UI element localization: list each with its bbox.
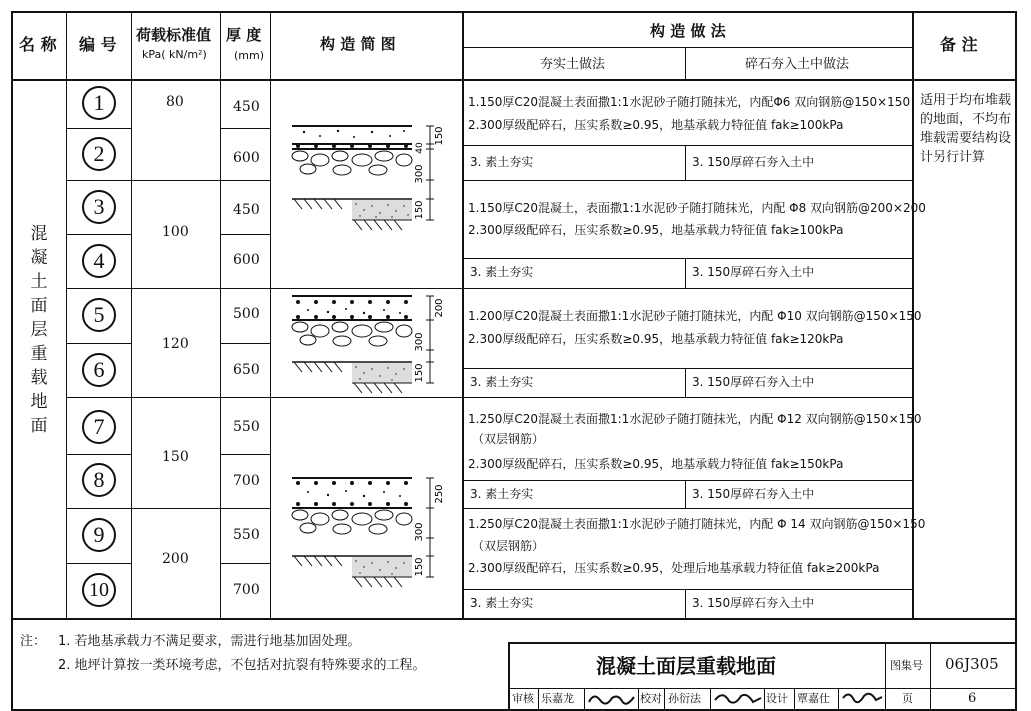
note-1: 1. 若地基承载力不满足要求，需进行地基加固处理。 (58, 634, 361, 649)
design-label: 设计 (766, 692, 788, 705)
load-value: 150 (162, 449, 189, 465)
row-number-6: 6 (82, 353, 116, 387)
row-number-10: 10 (82, 573, 116, 607)
svg-text:150: 150 (414, 363, 425, 383)
section-diagram (280, 118, 460, 238)
thickness-value: 600 (233, 150, 260, 166)
row-number-5: 5 (82, 298, 116, 332)
svg-text:300: 300 (414, 164, 425, 184)
row-number-1: 1 (82, 86, 116, 120)
page-number: 6 (968, 691, 977, 706)
header-name: 名 称 (19, 35, 57, 54)
header-load: 荷载标准值 (136, 26, 212, 44)
header-method-gravel: 碎石夯入土中做法 (745, 57, 850, 72)
load-value: 120 (162, 336, 189, 352)
header-thickness: 厚 度 (226, 26, 262, 44)
load-value: 100 (162, 224, 189, 240)
thickness-value: 550 (233, 527, 260, 543)
category-name: 混 凝 土 面 层 重 载 地 面 (30, 224, 48, 436)
header-number: 编 号 (79, 35, 117, 54)
designer-signature (840, 688, 884, 708)
drawing-title: 混凝土面层重载地面 (596, 654, 776, 678)
thickness-value: 700 (233, 582, 260, 598)
thickness-value: 550 (233, 419, 260, 435)
page-label: 页 (902, 692, 913, 705)
section-diagram (280, 470, 460, 590)
thickness-value: 600 (233, 252, 260, 268)
thickness-value: 450 (233, 202, 260, 218)
svg-text:150: 150 (434, 126, 445, 146)
svg-text:300: 300 (414, 332, 425, 352)
notes-label: 注： (20, 634, 47, 649)
thickness-value: 500 (233, 306, 260, 322)
checker-signature (713, 688, 763, 708)
row-number-7: 7 (82, 410, 116, 444)
row-number-3: 3 (82, 190, 116, 224)
reviewer-name: 乐嘉龙 (541, 692, 574, 705)
header-thickness-unit: (mm) (234, 49, 265, 62)
check-label: 校对 (640, 692, 662, 705)
header-method: 构 造 做 法 (650, 22, 726, 40)
load-value: 200 (162, 551, 189, 567)
header-diagram: 构 造 简 图 (320, 35, 396, 53)
designer-name: 覃嘉仕 (797, 692, 830, 705)
svg-text:150: 150 (414, 200, 425, 220)
header-remarks: 备 注 (940, 35, 978, 54)
review-label: 审核 (512, 692, 534, 705)
section-diagram (280, 290, 460, 395)
header-method-rammed: 夯实土做法 (540, 57, 606, 72)
row-number-2: 2 (82, 137, 116, 171)
thickness-value: 700 (233, 473, 260, 489)
svg-text:300: 300 (414, 522, 425, 542)
reviewer-signature (586, 688, 636, 708)
header-load-unit: kPa( kN/m²) (142, 48, 207, 61)
row-number-9: 9 (82, 518, 116, 552)
svg-text:40: 40 (415, 142, 425, 154)
row-number-8: 8 (82, 463, 116, 497)
svg-text:200: 200 (434, 298, 445, 318)
thickness-value: 650 (233, 362, 260, 378)
checker-name: 孙衍法 (668, 692, 701, 705)
atlas-number: 06J305 (945, 655, 999, 673)
row-number-4: 4 (82, 244, 116, 278)
load-value: 80 (166, 94, 184, 110)
atlas-label: 图集号 (890, 659, 923, 672)
svg-text:150: 150 (414, 557, 425, 577)
note-2: 2. 地坪计算按一类环境考虑，不包括对抗裂有特殊要求的工程。 (58, 658, 426, 673)
thickness-value: 450 (233, 99, 260, 115)
svg-text:250: 250 (434, 484, 445, 504)
